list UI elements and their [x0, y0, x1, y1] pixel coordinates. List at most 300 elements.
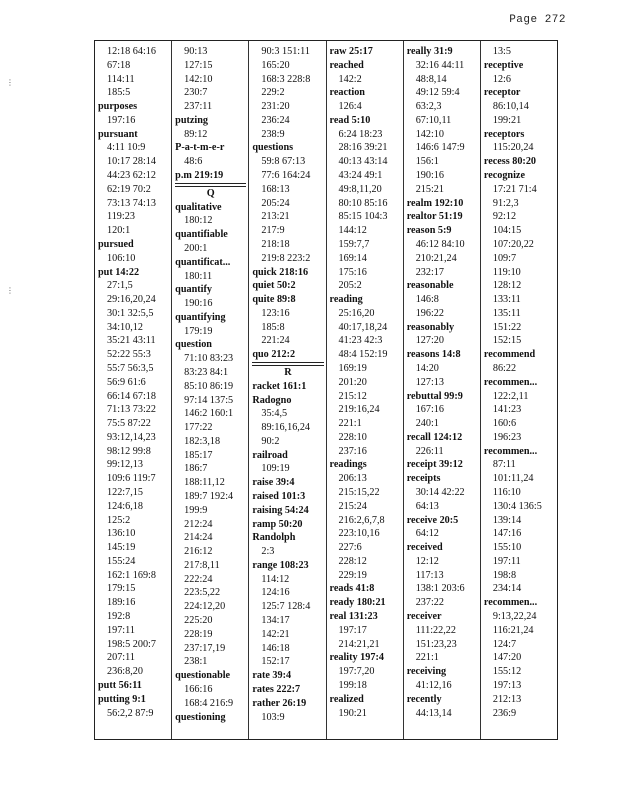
- index-term: questions: [252, 142, 294, 154]
- section-letter: R: [252, 365, 323, 380]
- page-reference: 49:8,11,20: [338, 183, 382, 195]
- index-term: questioning: [175, 711, 226, 723]
- page-reference: 111:22,22: [415, 624, 456, 636]
- page-reference: 197:7,20: [338, 666, 375, 678]
- page-reference: 226:11: [415, 445, 444, 457]
- page-reference: 44:23 62:12: [107, 170, 156, 182]
- page-reference: 40:17,18,24: [338, 321, 388, 333]
- index-term: reasons 14:8: [406, 349, 461, 361]
- page-reference: 114:11: [107, 73, 135, 85]
- page-reference: 215:24: [338, 500, 367, 512]
- index-term: readings: [329, 459, 367, 471]
- page-reference: 142:21: [261, 628, 290, 640]
- page-reference: 133:11: [492, 294, 521, 306]
- page-reference: 180:11: [184, 270, 213, 282]
- page-reference: 40:13 43:14: [338, 156, 388, 168]
- index-term: receptor: [483, 87, 521, 99]
- page-reference: 216:12: [184, 546, 213, 558]
- index-term: quick 218:16: [252, 266, 309, 278]
- page-reference: 114:12: [261, 573, 290, 585]
- page-reference: 237:16: [338, 445, 367, 457]
- page-reference: 125:2: [107, 514, 131, 526]
- page-reference: 71:10 83:23: [184, 353, 234, 365]
- index-term: receipt 39:12: [406, 459, 463, 471]
- page-reference: 90:13: [184, 46, 208, 57]
- page-reference: 103:9: [261, 711, 285, 723]
- page-reference: 151:23,23: [415, 638, 457, 650]
- index-term: quantificat...: [175, 256, 231, 268]
- page-reference: 48:8,14: [415, 73, 447, 85]
- page-reference: 12:12: [415, 555, 439, 567]
- page-reference: 200:1: [184, 242, 208, 254]
- page-reference: 35:4,5: [261, 408, 288, 420]
- page-reference: 43:24 49:1: [338, 170, 383, 182]
- page-reference: 231:20: [261, 101, 290, 113]
- page-reference: 10:17 28:14: [107, 156, 156, 168]
- index-term: received: [406, 542, 443, 554]
- index-term: quantifying: [175, 311, 226, 323]
- page-reference: 185:5: [107, 87, 131, 99]
- page-reference: 116:10: [492, 487, 521, 498]
- index-term: purposes: [98, 101, 138, 113]
- page-reference: 64:12: [415, 528, 439, 540]
- page-reference: 223:5,22: [184, 587, 221, 599]
- index-term: rate 39:4: [252, 670, 292, 682]
- page-reference: 197:11: [107, 624, 135, 636]
- index-term: quantifiable: [175, 229, 228, 241]
- index-term: receiver: [406, 611, 442, 623]
- page-reference: 80:10 85:16: [338, 197, 388, 209]
- page-reference: 83:23 84:1: [184, 366, 229, 378]
- page-reference: 152:17: [261, 656, 290, 668]
- index-term: raise 39:4: [252, 477, 295, 489]
- page-reference: 14:20: [415, 362, 439, 374]
- page-reference: 4:11 10:9: [107, 142, 146, 154]
- page-reference: 109:6 119:7: [107, 473, 156, 485]
- page-reference: 98:12 99:8: [107, 445, 151, 457]
- page-reference: 136:10: [107, 528, 136, 540]
- page-reference: 160:6: [492, 418, 517, 430]
- page-reference: 214:21,21: [338, 638, 380, 650]
- page-reference: 127:13: [415, 376, 444, 388]
- index-term: Randolph: [252, 532, 296, 544]
- index-term: recommen...: [483, 445, 538, 457]
- page-reference: 207:11: [107, 652, 135, 664]
- page-reference: 228:19: [184, 628, 213, 640]
- page-reference: 190:16: [184, 298, 213, 310]
- page-reference: 229:2: [261, 87, 285, 99]
- index-term: rates 222:7: [252, 683, 301, 695]
- page-reference: 139:14: [492, 514, 522, 526]
- page-reference: 169:14: [338, 252, 367, 264]
- page-reference: 17:21 71:4: [492, 183, 537, 195]
- index-term: questionable: [175, 670, 231, 682]
- page-reference: 109:19: [261, 463, 290, 475]
- page-reference: 56:2,2 87:9: [107, 707, 154, 719]
- page-reference: 199:18: [338, 679, 367, 691]
- page-reference: 124:16: [261, 587, 290, 599]
- index-term: really 31:9: [406, 46, 453, 57]
- page-reference: 34:10,12: [107, 321, 143, 333]
- page-reference: 199:9: [184, 504, 208, 516]
- page-reference: 223:10,16: [338, 528, 380, 540]
- page-reference: 142:2: [338, 73, 362, 85]
- index-term: recommend: [483, 349, 536, 361]
- page-reference: 225:20: [184, 615, 213, 627]
- page-reference: 175:16: [338, 266, 367, 278]
- page-reference: 85:10 86:19: [184, 380, 234, 392]
- page-reference: 162:1 169:8: [107, 569, 156, 581]
- page-reference: 237:22: [415, 597, 444, 609]
- index-term: P-a-t-m-e-r: [175, 142, 225, 154]
- page-reference: 238:9: [261, 128, 285, 140]
- page-reference: 48:6: [184, 156, 203, 168]
- index-column-6: [480, 41, 557, 739]
- page-reference: 86:22: [492, 362, 517, 374]
- page-reference: 179:19: [184, 325, 213, 337]
- page-reference: 30:1 32:5,5: [107, 307, 154, 319]
- page-reference: 142:10: [415, 128, 444, 140]
- page-reference: 166:16: [184, 683, 213, 695]
- index-column-4: [326, 41, 403, 739]
- page-reference: 190:16: [415, 170, 444, 182]
- page-reference: 147:16: [492, 528, 522, 540]
- page-reference: 182:3,18: [184, 435, 221, 447]
- index-term: putting 9:1: [98, 693, 146, 705]
- page-reference: 238:1: [184, 656, 208, 668]
- page-reference: 62:19 70:2: [107, 183, 151, 195]
- page-reference: 197:11: [492, 555, 521, 567]
- page-reference: 237:11: [184, 101, 213, 113]
- page-reference: 75:5 87:22: [107, 418, 151, 430]
- page-reference: 177:22: [184, 422, 213, 434]
- index-term: qualitative: [175, 201, 222, 213]
- page-reference: 212:13: [492, 693, 522, 705]
- page-reference: 29:16,20,24: [107, 294, 156, 306]
- margin-mark: ⋮: [6, 286, 14, 295]
- page-reference: 189:7 192:4: [184, 491, 234, 502]
- index-term: reasonably: [406, 321, 455, 333]
- page-reference: 221:1: [415, 652, 439, 664]
- index-term: quantify: [175, 284, 212, 296]
- index-term: receive 20:5: [406, 514, 459, 526]
- page-reference: 219:8 223:2: [261, 252, 311, 264]
- page-reference: 155:10: [492, 542, 522, 554]
- page-reference: 106:10: [107, 252, 136, 264]
- page-reference: 63:2,3: [415, 101, 442, 113]
- index-table: [94, 40, 558, 740]
- page-reference: 128:12: [492, 280, 522, 292]
- page-reference: 124:6,18: [107, 500, 143, 512]
- page-reference: 125:7 128:4: [261, 601, 311, 613]
- page-reference: 232:17: [415, 266, 444, 278]
- page-reference: 155:12: [492, 666, 522, 678]
- page-reference: 210:21,24: [415, 252, 457, 264]
- page-reference: 217:8,11: [184, 559, 220, 571]
- page-reference: 186:7: [184, 463, 208, 475]
- page-reference: 13:5: [492, 46, 511, 57]
- index-term: raising 54:24: [252, 504, 309, 516]
- page-reference: 127:20: [415, 335, 444, 347]
- index-term: recognize: [483, 170, 525, 182]
- index-term: realized: [329, 693, 364, 705]
- index-term: rather 26:19: [252, 697, 307, 709]
- page-reference: 89:12: [184, 128, 208, 140]
- index-term: ramp 50:20: [252, 518, 303, 530]
- page-reference: 155:24: [107, 555, 136, 567]
- page-reference: 188:11,12: [184, 477, 225, 489]
- page-reference: 196:22: [415, 307, 444, 319]
- page-reference: 168:3 228:8: [261, 73, 311, 85]
- page-reference: 214:24: [184, 532, 213, 544]
- page-reference: 145:19: [107, 542, 136, 554]
- page-reference: 179:15: [107, 583, 136, 595]
- index-term: quite 89:8: [252, 294, 296, 306]
- page-reference: 219:16,24: [338, 404, 380, 416]
- page-reference: 185:8: [261, 321, 285, 333]
- page-reference: 44:13,14: [415, 707, 452, 719]
- page-reference: 48:4 152:19: [338, 349, 388, 361]
- page-reference: 215:21: [415, 183, 444, 195]
- page-reference: 49:12 59:4: [415, 87, 460, 99]
- page-reference: 215:12: [338, 390, 367, 402]
- index-term: reality 197:4: [329, 652, 384, 664]
- page-reference: 93:12,14,23: [107, 431, 156, 443]
- index-column-5: [403, 41, 480, 739]
- page-reference: 123:16: [261, 307, 290, 319]
- page-reference: 52:22 55:3: [107, 349, 151, 361]
- page-reference: 41:23 42:3: [338, 335, 383, 347]
- index-column-3: [248, 41, 325, 739]
- page-reference: 228:10: [338, 431, 367, 443]
- index-term: p.m 219:19: [175, 169, 246, 184]
- page-reference: 135:11: [492, 307, 521, 319]
- index-term: recess 80:20: [483, 156, 537, 168]
- index-term: reading: [329, 294, 363, 306]
- page-reference: 151:22: [492, 321, 522, 333]
- page-number: Page 272: [509, 14, 566, 26]
- page-reference: 185:17: [184, 449, 213, 461]
- index-term: question: [175, 339, 212, 351]
- page-reference: 138:1 203:6: [415, 583, 465, 595]
- page-reference: 167:16: [415, 404, 444, 416]
- page-reference: 117:13: [415, 569, 444, 581]
- page-reference: 91:2,3: [492, 197, 519, 209]
- page-reference: 206:13: [338, 473, 367, 485]
- index-term: putzing: [175, 114, 209, 126]
- page-reference: 221:1: [338, 418, 362, 430]
- page-reference: 87:11: [492, 459, 516, 471]
- page-reference: 89:16,16,24: [261, 422, 311, 434]
- page-reference: 197:16: [107, 114, 136, 126]
- page-reference: 141:23: [492, 404, 522, 416]
- page-reference: 234:14: [492, 583, 522, 595]
- index-term: ready 180:21: [329, 597, 386, 609]
- page-reference: 25:16,20: [338, 307, 375, 319]
- section-letter: Q: [175, 186, 246, 201]
- page-reference: 146:8: [415, 294, 439, 306]
- page-reference: 224:12,20: [184, 601, 226, 613]
- page-reference: 41:12,16: [415, 679, 452, 691]
- page-reference: 64:13: [415, 500, 439, 512]
- index-term: read 5:10: [329, 114, 371, 126]
- page-reference: 73:13 74:13: [107, 197, 156, 209]
- page-reference: 198:8: [492, 569, 517, 581]
- page-reference: 168:13: [261, 183, 290, 195]
- page-reference: 66:14 67:18: [107, 390, 156, 402]
- index-column-1: [95, 41, 171, 739]
- page-reference: 192:8: [107, 611, 131, 623]
- index-term: raised 101:3: [252, 491, 306, 502]
- margin-mark: ⋮: [6, 78, 14, 87]
- page-reference: 213:21: [261, 211, 290, 223]
- page-reference: 189:16: [107, 597, 136, 609]
- page-reference: 115:20,24: [492, 142, 534, 154]
- page-reference: 101:11,24: [492, 473, 534, 485]
- index-term: reaction: [329, 87, 365, 99]
- index-term: railroad: [252, 449, 288, 461]
- page-reference: 86:10,14: [492, 101, 529, 113]
- index-term: rebuttal 99:9: [406, 390, 463, 402]
- page-reference: 228:12: [338, 555, 367, 567]
- page-reference: 124:7: [492, 638, 517, 650]
- page-reference: 222:24: [184, 573, 213, 585]
- index-term: receipts: [406, 473, 441, 485]
- page-reference: 152:15: [492, 335, 522, 347]
- index-term: pursuant: [98, 128, 138, 140]
- page-reference: 216:2,6,7,8: [338, 514, 385, 526]
- page-reference: 28:16 39:21: [338, 142, 388, 154]
- page-reference: 218:18: [261, 238, 290, 250]
- page-reference: 55:7 56:3,5: [107, 362, 154, 374]
- page-reference: 12:18 64:16: [107, 46, 156, 57]
- page-reference: 190:21: [338, 707, 367, 719]
- page-reference: 221:24: [261, 335, 290, 347]
- page-reference: 146:2 160:1: [184, 408, 234, 420]
- index-term: put 14:22: [98, 266, 140, 278]
- page-reference: 6:24 18:23: [338, 128, 383, 140]
- page-reference: 2:3: [261, 546, 275, 558]
- page-reference: 230:7: [184, 87, 208, 99]
- index-term: putt 56:11: [98, 679, 142, 691]
- page-reference: 92:12: [492, 211, 517, 223]
- page-reference: 212:24: [184, 518, 213, 530]
- index-term: pursued: [98, 238, 134, 250]
- page-reference: 215:15,22: [338, 487, 380, 498]
- index-term: reasonable: [406, 280, 454, 292]
- page-reference: 59:8 67:13: [261, 156, 306, 168]
- index-column-2: [171, 41, 248, 739]
- page-reference: 122:7,15: [107, 487, 143, 498]
- index-term: realm 192:10: [406, 197, 464, 209]
- page-reference: 201:20: [338, 376, 367, 388]
- index-term: reads 41:8: [329, 583, 375, 595]
- index-term: quiet 50:2: [252, 280, 296, 292]
- page-reference: 46:12 84:10: [415, 238, 465, 250]
- page-reference: 35:21 43:11: [107, 335, 156, 347]
- page-reference: 227:6: [338, 542, 362, 554]
- page-reference: 237:17,19: [184, 642, 226, 654]
- page-reference: 127:15: [184, 59, 213, 71]
- page-reference: 198:5 200:7: [107, 638, 156, 650]
- index-term: recommen...: [483, 597, 538, 609]
- page-reference: 142:10: [184, 73, 213, 85]
- page-reference: 104:15: [492, 225, 522, 237]
- page-reference: 9:13,22,24: [492, 611, 537, 623]
- page-reference: 67:10,11: [415, 114, 452, 126]
- page-reference: 197:13: [492, 679, 522, 691]
- page-reference: 236:8,20: [107, 666, 143, 678]
- page-reference: 77:6 164:24: [261, 170, 311, 182]
- page-reference: 169:19: [338, 362, 367, 374]
- page-reference: 71:13 73:22: [107, 404, 156, 416]
- page-reference: 12:6: [492, 73, 511, 85]
- page-reference: 236:9: [492, 707, 517, 719]
- page-reference: 197:17: [338, 624, 367, 636]
- page-reference: 240:1: [415, 418, 439, 430]
- page-reference: 97:14 137:5: [184, 394, 234, 406]
- page-reference: 119:23: [107, 211, 135, 223]
- page-reference: 126:4: [338, 101, 362, 113]
- page-reference: 168:4 216:9: [184, 697, 234, 709]
- index-term: recommen...: [483, 376, 538, 388]
- page-reference: 146:6 147:9: [415, 142, 465, 154]
- index-term: raw 25:17: [329, 46, 373, 57]
- page-reference: 90:2: [261, 435, 280, 447]
- page-reference: 236:24: [261, 114, 290, 126]
- page-reference: 144:12: [338, 225, 367, 237]
- index-term: reason 5:9: [406, 225, 452, 237]
- page-reference: 180:12: [184, 215, 213, 227]
- index-term: racket 161:1: [252, 380, 307, 392]
- page-reference: 199:21: [492, 114, 522, 126]
- index-term: real 131:23: [329, 611, 378, 623]
- page-reference: 146:18: [261, 642, 290, 654]
- page-reference: 119:10: [492, 266, 521, 278]
- page-reference: 85:15 104:3: [338, 211, 388, 223]
- page-reference: 116:21,24: [492, 624, 534, 636]
- index-term: Radogno: [252, 394, 292, 406]
- page-reference: 30:14 42:22: [415, 487, 465, 498]
- page-reference: 156:1: [415, 156, 439, 168]
- index-term: quo 212:2: [252, 348, 323, 363]
- page-reference: 159:7,7: [338, 238, 370, 250]
- page-reference: 122:2,11: [492, 390, 529, 402]
- index-term: receiving: [406, 666, 447, 678]
- page-reference: 205:2: [338, 280, 362, 292]
- index-term: reached: [329, 59, 364, 71]
- page-reference: 67:18: [107, 59, 131, 71]
- index-term: receptors: [483, 128, 525, 140]
- index-term: range 108:23: [252, 559, 309, 571]
- page-reference: 32:16 44:11: [415, 59, 465, 71]
- page-reference: 130:4 136:5: [492, 500, 542, 512]
- page-reference: 229:19: [338, 569, 367, 581]
- page-reference: 134:17: [261, 615, 290, 627]
- page-reference: 90:3 151:11: [261, 46, 310, 57]
- index-term: receptive: [483, 59, 524, 71]
- page-reference: 196:23: [492, 431, 522, 443]
- page-reference: 205:24: [261, 197, 290, 209]
- page-reference: 120:1: [107, 225, 131, 237]
- page-reference: 165:20: [261, 59, 290, 71]
- page-reference: 56:9 61:6: [107, 376, 146, 388]
- page-reference: 217:9: [261, 225, 285, 237]
- page-reference: 99:12,13: [107, 459, 143, 471]
- index-term: recall 124:12: [406, 431, 463, 443]
- page-reference: 147:20: [492, 652, 522, 664]
- page-reference: 109:7: [492, 252, 517, 264]
